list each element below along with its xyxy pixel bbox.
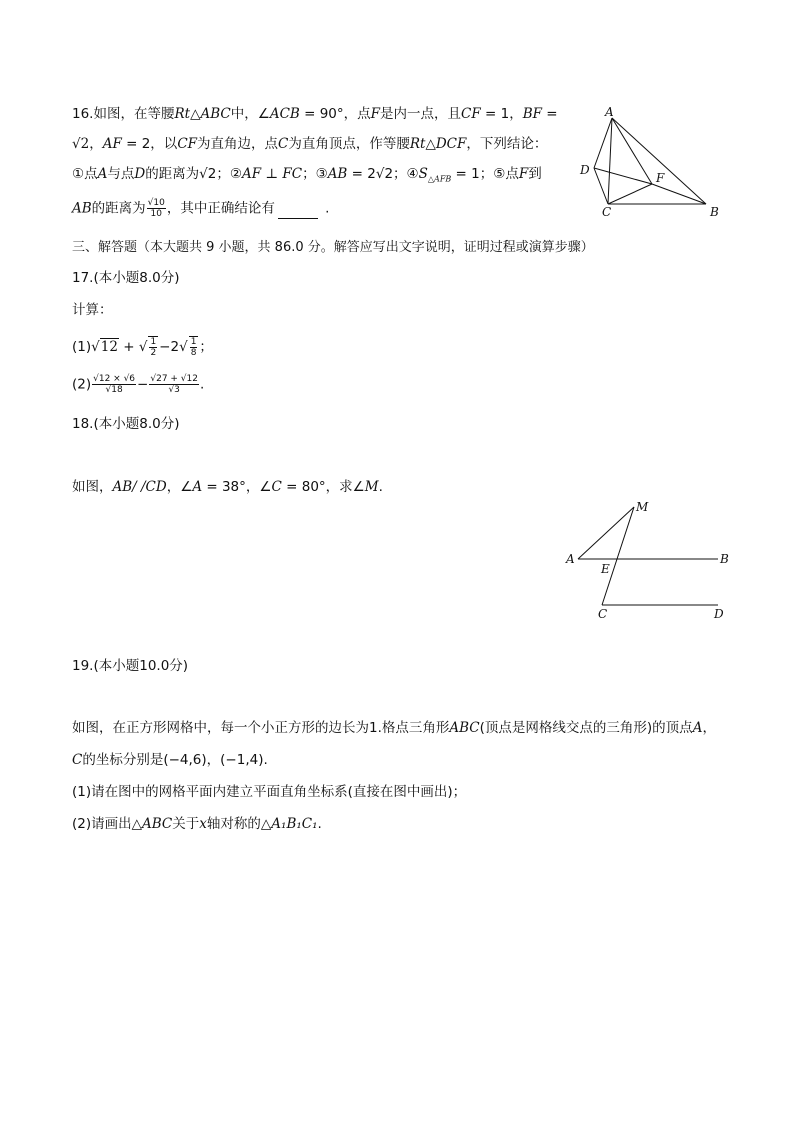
label-b: B bbox=[710, 205, 719, 219]
q19-part-1: (1)请在图中的网格平面内建立平面直角坐标系(直接在图中画出)； bbox=[72, 784, 467, 800]
section-3-heading: 三、解答题（本大题共 9 小题，共 86.0 分。解答应写出文字说明，证明过程或演算步骤） bbox=[72, 240, 594, 255]
q19-title: 19.(本小题10.0分) bbox=[72, 658, 189, 674]
q19-part-2: (2)请画出△ABC关于x轴对称的△A₁B₁C₁. bbox=[72, 816, 322, 832]
label-m: M bbox=[636, 500, 649, 514]
label-d: D bbox=[714, 607, 724, 621]
segment-ab bbox=[612, 118, 706, 204]
q17-part-2: (2) $\frac{√12 \times √6}{√18}$ − $\frac{√27 + √12}{√3}$ . bbox=[72, 374, 205, 395]
label-e: E bbox=[601, 562, 610, 576]
label-a: A bbox=[566, 552, 575, 566]
q16-line-2: √2，AF = 2，以CF为直角边，点C为直角顶点，作等腰Rt△DCF，下列结论： bbox=[72, 136, 548, 152]
q17-intro: 计算： bbox=[72, 302, 113, 318]
label-c: C bbox=[602, 205, 612, 219]
q18-parallel-lines-figure bbox=[560, 495, 740, 625]
segment-fb bbox=[652, 184, 706, 204]
segment-ad bbox=[594, 118, 612, 168]
label-b: B bbox=[720, 552, 729, 566]
label-f: F bbox=[656, 171, 665, 185]
label-d: D bbox=[580, 163, 590, 177]
q17-part-1: (1)√12 + √ $\frac{1}{2}$ −2√ $\frac{1}{8}$ ； bbox=[72, 337, 213, 358]
label-a: A bbox=[605, 105, 614, 119]
q16-line-4: AB的距离为 $\frac{√10}{10}$ ，其中正确结论有 . bbox=[72, 198, 330, 219]
q19-line-2: C的坐标分别是(−4,6)，(−1,4). bbox=[72, 752, 268, 768]
q17-title: 17.(本小题8.0分) bbox=[72, 270, 180, 286]
q18-title: 18.(本小题8.0分) bbox=[72, 416, 180, 432]
q17-p2-frac-2: $\frac{√27 + √12}{√3}$ bbox=[150, 374, 198, 395]
q16-line-3: ①点A与点D的距离为√2；②AF ⊥ FC；③AB = 2√2；$④S_{\triangle AFB} = 1$；⑤点F到 bbox=[72, 166, 542, 184]
segment-dc bbox=[594, 168, 608, 204]
q16-answer-blank[interactable] bbox=[278, 204, 318, 219]
segment-af bbox=[612, 118, 652, 184]
q18-text: 如图，AB/ /CD，∠A = 38°，∠C = 80°，求∠M. bbox=[72, 479, 383, 495]
q17-p2-frac-1: $\frac{√12 \times √6}{√18}$ bbox=[93, 374, 136, 395]
q19-line-1: 如图，在正方形网格中，每一个小正方形的边长为1.格点三角形ABC(顶点是网格线交点的三角形)的顶点A， bbox=[72, 720, 716, 736]
segment-ac bbox=[608, 118, 612, 204]
q17-p1-frac-2: $\frac{1}{8}$ bbox=[190, 337, 197, 358]
q16-triangle-figure bbox=[570, 100, 730, 225]
q16-fraction: $\frac{√10}{10}$ bbox=[147, 198, 165, 219]
label-c: C bbox=[598, 607, 608, 621]
segment-cf bbox=[608, 184, 652, 204]
q16-line-1: 16.如图，在等腰Rt△ABC中，∠ACB = 90°，点F是内一点，且CF = 1，BF = bbox=[72, 106, 558, 122]
q17-p1-frac-1: $\frac{1}{2}$ bbox=[150, 337, 157, 358]
